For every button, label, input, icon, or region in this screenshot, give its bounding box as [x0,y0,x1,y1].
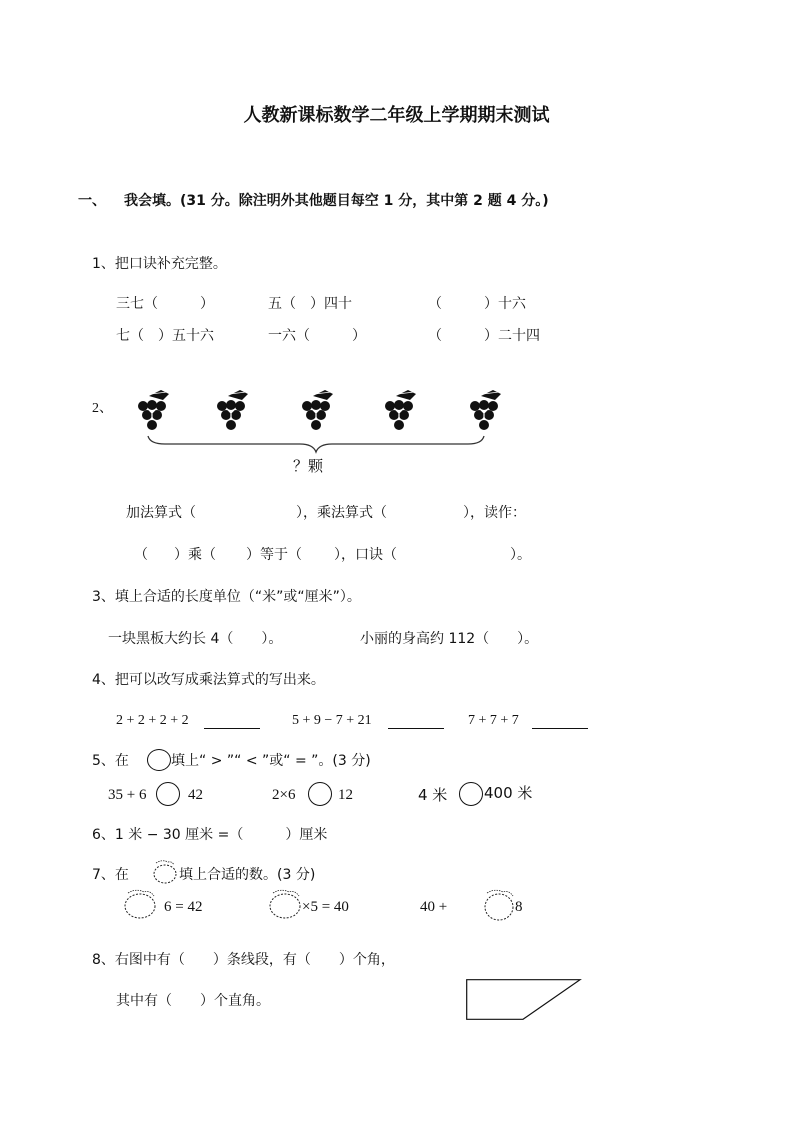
q4-item-1: 2 + 2 + 2 + 2 [116,713,189,728]
section-heading: 我会填。(31 分。除注明外其他题目每空 1 分，其中第 2 题 4 分。) [124,193,549,209]
grape-icon [138,390,169,430]
q7-label-post: 填上合适的数。(3 分) [179,867,316,883]
grape-icon [470,390,501,430]
grape-icon [302,390,333,430]
q4-item-3: 7 + 7 + 7 [468,713,519,728]
q4-label: 4、把可以改写成乘法算式的写出来。 [92,672,325,688]
q2-paren-1: （ [134,547,148,563]
q5-left-1: 35 + 6 [108,787,147,803]
q3-item-2[interactable]: 小丽的身高约 112（ ）。 [360,631,539,647]
q7-expr-2: ×5 = 40 [302,899,349,915]
q4-answer-3[interactable] [532,714,588,729]
q1-blank-6[interactable]: （ ）二十四 [428,328,540,344]
compare-circle-3[interactable] [459,782,483,806]
q1-blank-2[interactable]: 五（ ）四十 [268,296,352,312]
q2-times: ）乘（ [174,547,216,563]
apple-blank-2[interactable] [267,886,307,922]
q5-right-2: 12 [338,787,353,803]
q6-label[interactable]: 6、1 米 − 30 厘米 =（ ）厘米 [92,827,328,843]
q5-left-2: 2×6 [272,787,296,803]
q2-end: ）。 [510,547,531,563]
q1-blank-3[interactable]: （ ）十六 [428,296,526,312]
q8-line-2: 其中有（ ）个直角。 [116,993,270,1009]
grape-illustrations [0,0,793,480]
q1-blank-5[interactable]: 一六（ ） [268,328,366,344]
q4-item-2: 5 + 9 − 7 + 21 [292,713,372,728]
q2-label: 2、 [92,401,113,416]
grape-icon [217,390,248,430]
q5-right-1: 42 [188,787,203,803]
brace-label: ？颗 [293,457,324,475]
q5-label-pre: 5、在 [92,753,129,769]
q8-line-1: 8、右图中有（ ）条线段，有（ ）个角， [92,952,395,968]
q7-expr-3-pre: 40 + [420,899,448,915]
compare-circle-2[interactable] [308,782,332,806]
q2-read-as: ），读作： [463,505,526,521]
q7-label-pre: 7、在 [92,867,129,883]
trapezoid-figure [466,979,582,1021]
compare-circle-1[interactable] [156,782,180,806]
q2-rhyme: ），口诀（ [334,547,397,563]
q5-left-3: 4 米 [418,786,448,804]
q7-expr-3-post: 8 [515,899,523,915]
page-title: 人教新课标数学二年级上学期期末测试 [243,105,550,126]
q1-blank-4[interactable]: 七（ ）五十六 [116,328,214,344]
q7-expr-1: 6 = 42 [164,899,203,915]
section-number: 一、 [78,193,106,209]
q4-answer-2[interactable] [388,714,444,729]
grape-icon [385,390,416,430]
brace-shape [148,436,484,452]
q2-multiplication-prefix: ），乘法算式（ [296,505,387,521]
apple-blank-1[interactable] [122,886,162,922]
q3-label: 3、填上合适的长度单位（“米”或“厘米”）。 [92,589,361,605]
q2-equals: ）等于（ [246,547,302,563]
q1-label: 1、把口诀补充完整。 [92,256,227,272]
q1-blank-1[interactable]: 三七（ ） [116,296,214,312]
circle-icon [147,749,171,771]
q5-label-post: 填上“ > ”“ < ”或“ = ”。(3 分) [171,753,371,769]
q4-answer-1[interactable] [204,714,260,729]
q5-right-3: 400 米 [484,784,533,802]
q3-item-1[interactable]: 一块黑板大约长 4（ ）。 [108,631,283,647]
q2-addition-prefix: 加法算式（ [126,505,196,521]
